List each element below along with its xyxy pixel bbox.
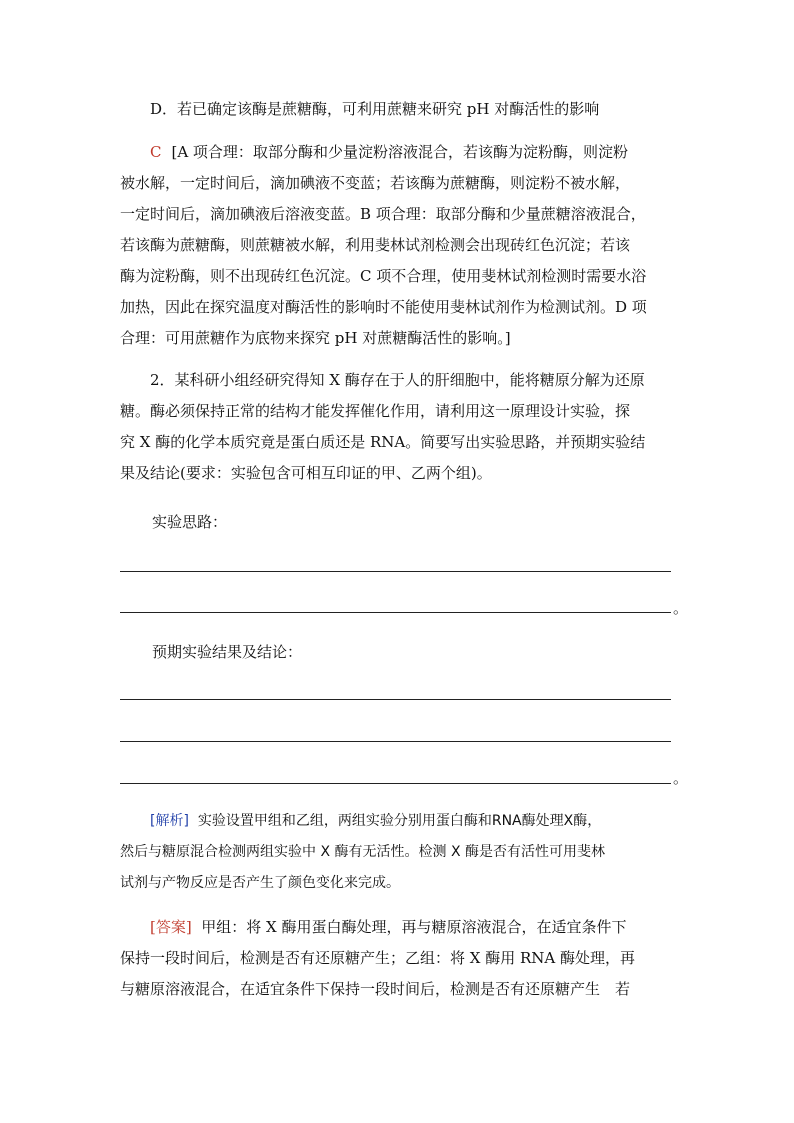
idea-period: 。 — [673, 599, 689, 617]
answer-1-line-5: 酶为淀粉酶，则不出现砖红色沉淀。C 项不合理，使用斐林试剂检测时需要水浴 — [120, 267, 647, 285]
answer-1-line-2: 被水解，一定时间后，滴加碘液不变蓝；若该酶为蔗糖酶，则淀粉不被水解， — [120, 174, 631, 192]
analysis-line-2: 然后与糖原混合检测两组实验中 X 酶有无活性。检测 X 酶是否有活性可用斐林 — [120, 844, 605, 860]
idea-blank-line-1[interactable] — [120, 571, 671, 572]
analysis-line-3: 试剂与产物反应是否产生了颜色变化来完成。 — [120, 875, 400, 891]
question-2-line-2: 糖。酶必须保持正常的结构才能发挥催化作用，请利用这一原理设计实验，探 — [120, 402, 631, 420]
answer-2-line-2: 保持一段时间后，检测是否有还原糖产生；乙组：将 X 酶用 RNA 酶处理，再 — [120, 949, 636, 967]
answer-1-line-3: 一定时间后，滴加碘液后溶液变蓝。B 项合理：取部分酶和少量蔗糖溶液混合， — [120, 205, 646, 223]
answer-2 — [120, 912, 674, 1005]
answer-1-line-7: 合理：可用蔗糖作为底物来探究 pH 对蔗糖酶活性的影响。] — [120, 329, 511, 347]
question-2-line-3: 究 X 酶的化学本质究竟是蛋白质还是 RNA。简要写出实验思路，并预期实验结 — [120, 433, 646, 451]
answer-1-line-4: 若该酶为蔗糖酶，则蔗糖被水解，利用斐林试剂检测会出现砖红色沉淀；若该 — [120, 236, 631, 254]
result-period: 。 — [673, 769, 689, 787]
option-d — [120, 94, 674, 125]
answer-1-line-6: 加热，因此在探究温度对酶活性的影响时不能使用斐林试剂作为检测试剂。D 项 — [120, 298, 647, 316]
answer-1-explanation — [120, 137, 674, 354]
result-blank-line-1[interactable] — [120, 699, 671, 700]
result-blank-line-2[interactable] — [120, 741, 671, 742]
answer-1-letter: C — [150, 143, 162, 161]
idea-label: 实验思路： — [152, 513, 228, 531]
question-2 — [120, 365, 674, 489]
question-2-line-4: 果及结论(要求：实验包含可相互印证的甲、乙两个组)。 — [120, 464, 492, 482]
analysis-tag: [解析] — [150, 813, 189, 829]
question-2-line-1: 2．某科研小组经研究得知 X 酶存在于人的肝细胞中，能将糖原分解为还原 — [150, 371, 645, 389]
option-d-text: D．若已确定该酶是蔗糖酶，可利用蔗糖来研究 pH 对酶活性的影响 — [150, 100, 600, 118]
answer-2-tag: [答案] — [150, 918, 192, 936]
answer-1-line-1: C [A 项合理：取部分酶和少量淀粉溶液混合，若该酶为淀粉酶，则淀粉 — [150, 143, 628, 161]
idea-blank-line-2[interactable] — [120, 612, 671, 613]
result-label: 预期实验结果及结论： — [152, 643, 303, 661]
result-blank-line-3[interactable] — [120, 783, 671, 784]
answer-2-line-1: [答案] 甲组：将 X 酶用蛋白酶处理，再与糖原溶液混合，在适宜条件下 — [150, 918, 627, 936]
answer-2-line-3: 与糖原溶液混合，在适宜条件下保持一段时间后，检测是否有还原糖产生 若 — [120, 980, 631, 998]
analysis-line-1: [解析] 实验设置甲组和乙组，两组实验分别用蛋白酶和RNA酶处理X酶， — [150, 813, 602, 829]
analysis — [120, 806, 674, 899]
